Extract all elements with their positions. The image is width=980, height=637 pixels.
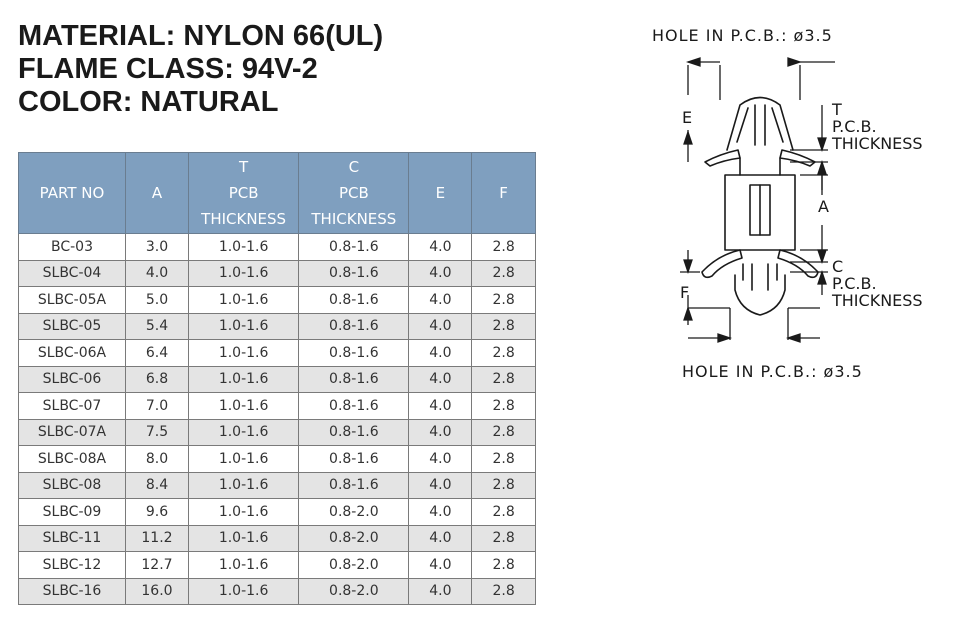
header-c [299,153,409,234]
cell-f: 2.8 [472,287,536,314]
cell-c: 0.8-1.6 [299,472,409,499]
cell-t: 1.0-1.6 [189,287,299,314]
cell-a: 5.0 [125,287,188,314]
table-row [19,366,536,393]
cell-f: 2.8 [472,340,536,367]
dimension-bottom-arrow-left [718,334,730,342]
cell-c: 0.8-1.6 [299,234,409,261]
top-hole-label: HOLE IN P.C.B.: ø3.5 [652,26,833,45]
cell-part-no: SLBC-12 [19,552,126,579]
label-c: C [832,257,844,276]
cell-t: 1.0-1.6 [189,499,299,526]
cell-part-no: SLBC-05 [19,313,126,340]
header-f: F [472,153,536,234]
cell-c: 0.8-2.0 [299,525,409,552]
table-row [19,472,536,499]
cell-e: 4.0 [409,260,472,287]
cell-e: 4.0 [409,552,472,579]
label-t: T [832,100,842,119]
clip-bottom-head [735,275,785,315]
material-spec: MATERIAL: NYLON 66(UL) [18,20,384,52]
cell-a: 12.7 [125,552,188,579]
cell-part-no: SLBC-08 [19,472,126,499]
cell-a: 8.4 [125,472,188,499]
dimension-e-arrow-left [688,58,700,66]
cell-e: 4.0 [409,366,472,393]
cell-t: 1.0-1.6 [189,260,299,287]
cell-a: 6.4 [125,340,188,367]
flame-class-spec: FLAME CLASS: 94V-2 [18,53,318,85]
cell-c: 0.8-2.0 [299,578,409,605]
cell-f: 2.8 [472,393,536,420]
header-c-line: THICKNESS [311,210,397,228]
label-t-thickness: THICKNESS [832,134,923,153]
cell-part-no: SLBC-11 [19,525,126,552]
cell-f: 2.8 [472,260,536,287]
header-t-line: T [239,158,249,176]
cell-a: 11.2 [125,525,188,552]
table-row [19,499,536,526]
cell-t: 1.0-1.6 [189,366,299,393]
cell-e: 4.0 [409,313,472,340]
table-row [19,260,536,287]
cell-t: 1.0-1.6 [189,446,299,473]
table-row [19,525,536,552]
cell-f: 2.8 [472,472,536,499]
label-c-pcb: P.C.B. [832,274,877,293]
cell-a: 4.0 [125,260,188,287]
label-e: E [682,108,693,127]
cell-a: 3.0 [125,234,188,261]
table-row [19,287,536,314]
table-row [19,419,536,446]
clip-shaft-top [740,158,780,175]
cell-a: 6.8 [125,366,188,393]
dimension-bottom-arrow-right [788,334,800,342]
clip-top-barb-left [705,150,740,166]
cell-part-no: SLBC-05A [19,287,126,314]
cell-t: 1.0-1.6 [189,313,299,340]
cell-e: 4.0 [409,340,472,367]
cell-f: 2.8 [472,446,536,473]
table-row [19,393,536,420]
header-t-line: PCB [228,184,259,202]
cell-part-no: SLBC-08A [19,446,126,473]
cell-a: 9.6 [125,499,188,526]
header-c-line: PCB [338,184,369,202]
color-spec: COLOR: NATURAL [18,86,279,118]
dimension-e-top [688,62,835,100]
cell-part-no: SLBC-16 [19,578,126,605]
cell-e: 4.0 [409,578,472,605]
cell-a: 8.0 [125,446,188,473]
cell-f: 2.8 [472,366,536,393]
cell-t: 1.0-1.6 [189,393,299,420]
cell-part-no: SLBC-07A [19,419,126,446]
clip-top-slot [755,105,765,145]
clip-top-barb-right [780,150,815,166]
cell-c: 0.8-2.0 [299,552,409,579]
bottom-hole-label: HOLE IN P.C.B.: ø3.5 [682,362,863,381]
header-a: A [125,153,188,234]
cell-c: 0.8-1.6 [299,287,409,314]
dimension-c-arrow [818,272,826,284]
header-c-line: C [348,158,360,176]
cell-t: 1.0-1.6 [189,578,299,605]
cell-c: 0.8-1.6 [299,366,409,393]
dimension-a-arrow-bottom [818,250,826,262]
cell-e: 4.0 [409,419,472,446]
clip-bottom-slot [752,264,768,290]
parts-table [18,152,536,605]
dimension-t-arrow [818,138,826,150]
cell-a: 5.4 [125,313,188,340]
cell-part-no: SLBC-04 [19,260,126,287]
clip-bottom-barb-right [778,250,818,277]
cell-t: 1.0-1.6 [189,340,299,367]
cell-e: 4.0 [409,393,472,420]
label-f: F [680,283,690,302]
cell-part-no: SLBC-06 [19,366,126,393]
dimension-a-arrow-top [818,162,826,174]
cell-part-no: SLBC-07 [19,393,126,420]
cell-c: 0.8-1.6 [299,260,409,287]
spec-header [18,20,538,119]
header-t-line: THICKNESS [201,210,287,228]
cell-t: 1.0-1.6 [189,472,299,499]
table-header-row [19,153,536,234]
clip-bottom-tip [743,264,777,280]
cell-t: 1.0-1.6 [189,525,299,552]
clip-diagram [640,50,960,360]
label-a: A [818,197,829,216]
cell-a: 7.0 [125,393,188,420]
cell-t: 1.0-1.6 [189,234,299,261]
cell-e: 4.0 [409,287,472,314]
cell-part-no: BC-03 [19,234,126,261]
cell-e: 4.0 [409,499,472,526]
table-row [19,340,536,367]
cell-c: 0.8-1.6 [299,393,409,420]
table-row [19,234,536,261]
cell-e: 4.0 [409,472,472,499]
cell-f: 2.8 [472,525,536,552]
cell-c: 0.8-1.6 [299,419,409,446]
cell-c: 0.8-1.6 [299,446,409,473]
cell-f: 2.8 [472,552,536,579]
clip-top-head-inner [737,108,783,142]
dimension-e-arrow-right [788,58,800,66]
cell-e: 4.0 [409,525,472,552]
cell-a: 7.5 [125,419,188,446]
cell-f: 2.8 [472,313,536,340]
cell-f: 2.8 [472,234,536,261]
header-t [189,153,299,234]
cell-f: 2.8 [472,499,536,526]
cell-e: 4.0 [409,446,472,473]
table-row [19,313,536,340]
table-row [19,446,536,473]
header-part-no: PART NO [19,153,126,234]
cell-t: 1.0-1.6 [189,552,299,579]
cell-t: 1.0-1.6 [189,419,299,446]
label-t-pcb: P.C.B. [832,117,877,136]
cell-c: 0.8-1.6 [299,313,409,340]
cell-part-no: SLBC-06A [19,340,126,367]
clip-bottom-barb-left [702,250,742,277]
cell-c: 0.8-2.0 [299,499,409,526]
cell-part-no: SLBC-09 [19,499,126,526]
label-c-thickness: THICKNESS [832,291,923,310]
parts-table-body [19,234,536,605]
table-row [19,578,536,605]
dimension-f-arrow [684,260,692,272]
dimension-e-vertical-arrow [684,132,692,144]
cell-e: 4.0 [409,234,472,261]
header-e: E [409,153,472,234]
cell-f: 2.8 [472,578,536,605]
dimension-f-bottom-arrow [684,308,692,320]
cell-f: 2.8 [472,419,536,446]
cell-a: 16.0 [125,578,188,605]
table-row [19,552,536,579]
cell-c: 0.8-1.6 [299,340,409,367]
